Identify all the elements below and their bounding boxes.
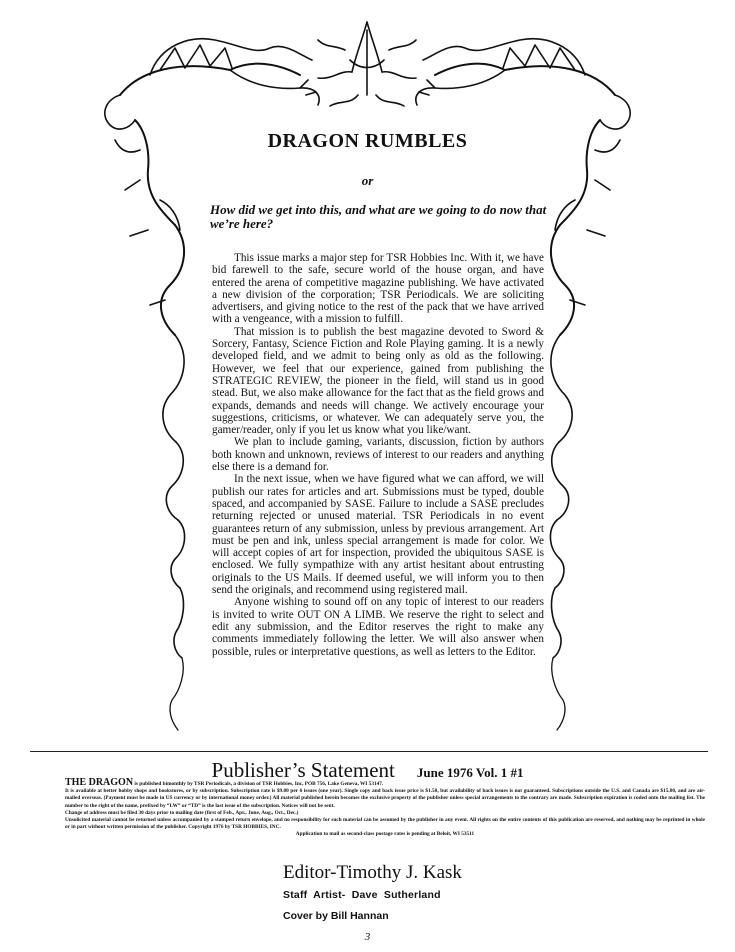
magazine-name: THE DRAGON bbox=[65, 777, 134, 788]
article-body bbox=[212, 252, 544, 658]
issue-info: June 1976 Vol. 1 #1 bbox=[416, 765, 524, 780]
statement-title: Publisher’s Statement bbox=[211, 758, 395, 782]
article-subtitle: How did we get into this, and what are we going to do now that we’re here? bbox=[210, 202, 547, 231]
section-divider bbox=[30, 751, 708, 752]
staff-artist-credit: Staff Artist- Dave Sutherland bbox=[283, 889, 441, 901]
publication-fine-print bbox=[65, 779, 705, 839]
body-paragraph: That mission is to publish the best magazine devoted to Sword & Sorcery, Fantasy, Science Fiction and Role Playing gaming. It is a newly developed field, and we admit to being only as old as the following. However, we feel that our experience, gained from publishing the STRATEGIC REVIEW, the pioneer in the field, will stand us in good stead. But, we also make allowance for the fact that as the field grows and expands, demands and needs will change. We actively encourage your suggestions, criticisms, or whatever. We can adequately serve you, the gamer/reader, only if you let us know what you like/want. bbox=[212, 325, 544, 437]
editor-credit: Editor-Timothy J. Kask bbox=[283, 862, 462, 883]
fine-print-paragraph: Application to mail as second-class postage rates is pending at Beloit, WI 53511 bbox=[295, 831, 475, 838]
crest-ornament bbox=[318, 22, 416, 106]
fine-print-paragraph: It is available at better hobby shops and bookstores, or by subscription. Subscription rate is $9.00 per 6 issues (one year). Single copy and back issue price is $1.50, but availability of back issues is not guaranteed. Subscriptions outside the U.S. and Canada are $15.00, and are air-mailed overseas. (Payment must be made in US currency or by international money order.) All material published herein becomes the exclusive property of the publisher unless special arrangements to the contrary are made. Subscription expiration is coded onto the mailing list. The number to the right of the name, prefixed by “LW” or “TD” is the last issue of the subscription. Notices will not be sent. bbox=[65, 788, 705, 809]
body-paragraph: This issue marks a major step for TSR Hobbies Inc. With it, we have bid farewell to the safe, secure world of the house organ, and have entered the arena of competitive magazine publishing. We have activated a new division of the corporation; TSR Periodicals. We are soliciting advertisers, and giving notice to the rest of the pack that we have arrived with a vengeance, with a mission to fulfill. bbox=[212, 252, 544, 326]
body-paragraph: In the next issue, when we have figured what we can afford, we will publish our rates for articles and art. Submissions must be typed, double spaced, and accompanied by SASE. Failure to include a SASE precludes returning rejected or unused material. TSR Periodicals in no event guarantees return of any submission, unless by previous arrangement. Art must be pen and ink, unless special arrangement is made for color. We will accept copies of art for inspection, provided the ubiquitous SASE is enclosed. We fully sympathize with any artist hesitant about entrusting originals to the US Mails. If deemed useful, we will inform you to then send the originals, and recommend using registered mail. bbox=[212, 473, 544, 597]
cover-credit: Cover by Bill Hannan bbox=[283, 910, 389, 922]
page-number: 3 bbox=[364, 931, 371, 943]
fine-print-paragraph: Change of address must be filed 30 days prior to mailing date (first of Feb., Apr., June, Aug., Oct., Dec.) bbox=[65, 809, 299, 816]
body-paragraph: Anyone wishing to sound off on any topic of interest to our readers is invited to write OUT ON A LIMB. We reserve the right to select and edit any submission, and the Editor reserves the right to make any comments immediately following the letter. We will also answer when possible, rules or interpretative questions, as well as letters to the Editor. bbox=[212, 596, 544, 658]
article-title: DRAGON RUMBLES bbox=[267, 130, 468, 152]
body-paragraph: We plan to include gaming, variants, discussion, fiction by authors both known and unknown, reviews of interest to our readers and anything else there is a demand for. bbox=[212, 436, 544, 474]
fine-print-paragraph: Unsolicited material cannot be returned unless accompanied by a stamped return envelope, and no responsibility for such material can be assumed by the publisher in any event. All rights on the entire contents of this publication are reserved, and nothing may be reprinted in whole or in part without written permission of the publisher. Copyright 1976 by TSR HOBBIES, INC. bbox=[65, 817, 705, 831]
fine-print-text: is published bimonthly by TSR Periodicals, a division of TSR Hobbies, Inc, POB 756, Lake Geneva, WI 53147. bbox=[133, 781, 384, 787]
title-conjunction: or bbox=[361, 173, 374, 188]
fine-print-first-line bbox=[65, 779, 705, 788]
